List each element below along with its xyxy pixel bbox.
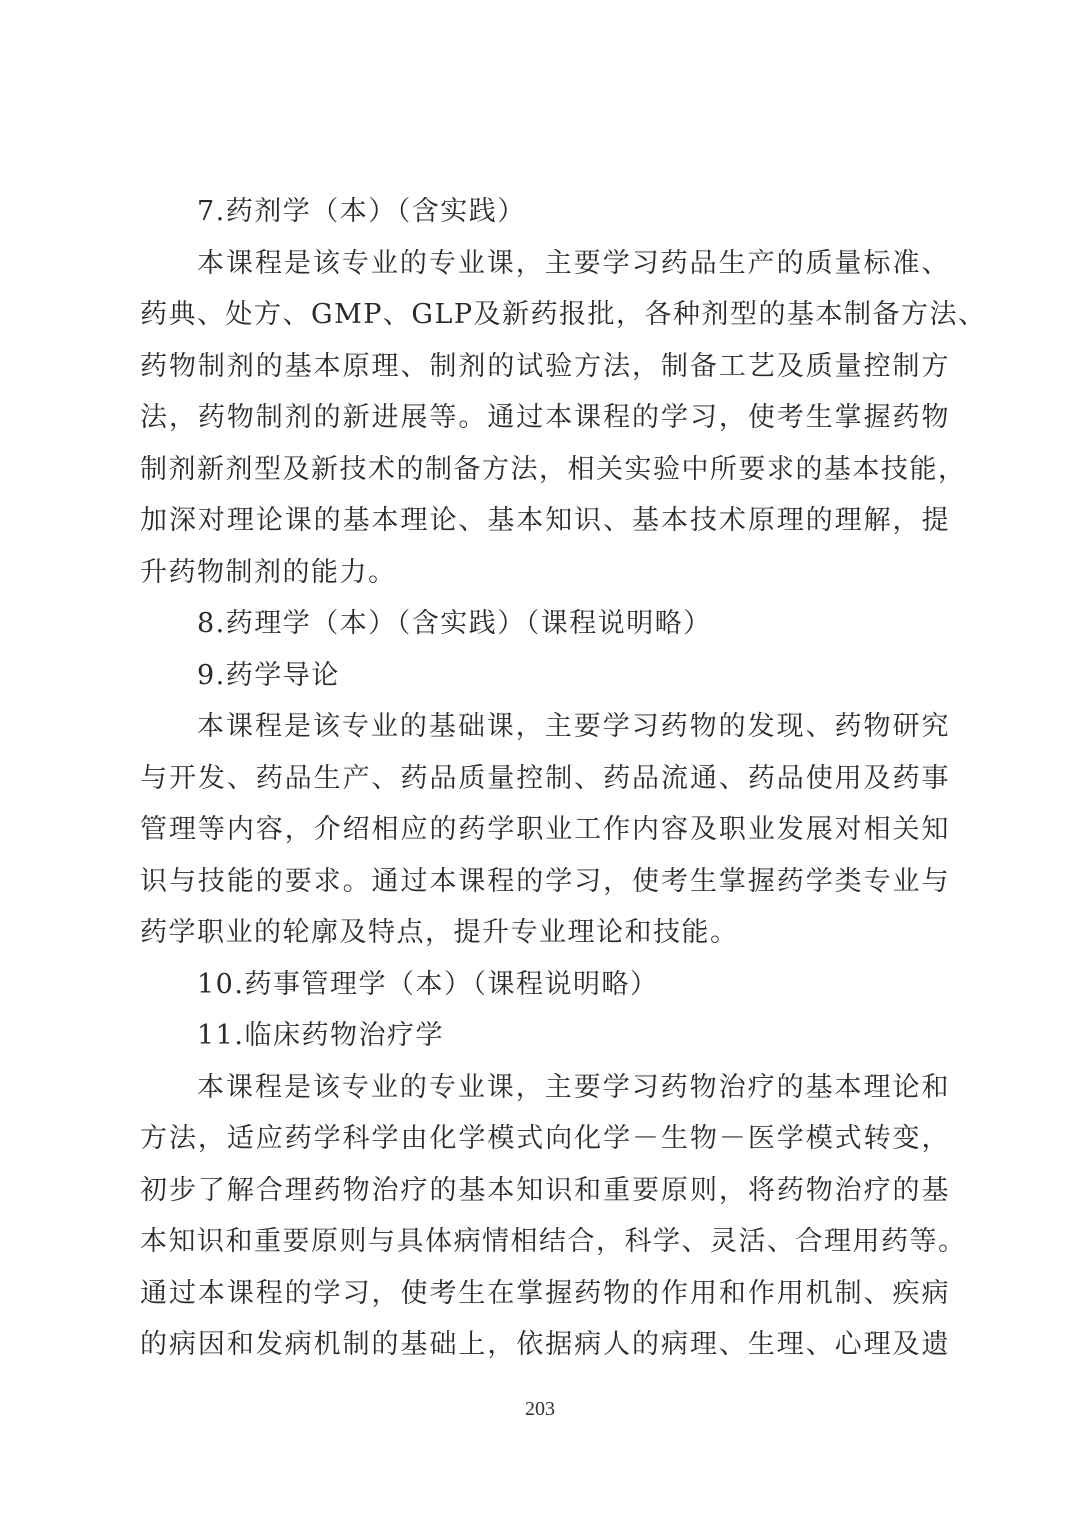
- section-heading: 11.临床药物治疗学: [197, 1020, 444, 1051]
- paragraph-line: 的病因和发病机制的基础上，依据病人的病理、生理、心理及遗: [140, 1329, 950, 1360]
- paragraph-line: 本知识和重要原则与具体病情相结合，科学、灵活、合理用药等。: [140, 1226, 967, 1257]
- section-heading: 8.药理学（本）（含实践）（课程说明略）: [197, 608, 712, 639]
- paragraph-line: 管理等内容，介绍相应的药学职业工作内容及职业发展对相关知: [140, 814, 950, 845]
- paragraph-line: 与开发、药品生产、药品质量控制、药品流通、药品使用及药事: [140, 762, 950, 794]
- page-number: 203: [525, 1398, 555, 1420]
- paragraph-line: 药典、处方、GMP、GLP及新药报批，各种剂型的基本制备方法、: [140, 299, 987, 330]
- paragraph-line: 本课程是该专业的专业课，主要学习药品生产的质量标准、: [197, 247, 950, 279]
- paragraph-line: 升药物制剂的能力。: [140, 556, 397, 588]
- paragraph-line: 药物制剂的基本原理、制剂的试验方法，制备工艺及质量控制方: [140, 350, 950, 382]
- paragraph-line: 本课程是该专业的基础课，主要学习药物的发现、药物研究: [197, 711, 950, 742]
- paragraph-line: 法，药物制剂的新进展等。通过本课程的学习，使考生掌握药物: [140, 402, 950, 433]
- paragraph-line: 药学职业的轮廓及特点，提升专业理论和技能。: [140, 917, 739, 948]
- paragraph-line: 制剂新剂型及新技术的制备方法，相关实验中所要求的基本技能，: [140, 453, 967, 485]
- paragraph-line: 初步了解合理药物治疗的基本知识和重要原则，将药物治疗的基: [140, 1174, 950, 1206]
- paragraph-line: 方法，适应药学科学由化学模式向化学－生物－医学模式转变，: [140, 1123, 950, 1154]
- paragraph-line: 识与技能的要求。通过本课程的学习，使考生掌握药学类专业与: [140, 865, 950, 897]
- section-heading: 9.药学导论: [197, 659, 340, 691]
- paragraph-line: 加深对理论课的基本理论、基本知识、基本技术原理的理解，提: [140, 505, 950, 536]
- paragraph-line: 通过本课程的学习，使考生在掌握药物的作用和作用机制、疾病: [140, 1277, 950, 1309]
- paragraph-line: 本课程是该专业的专业课，主要学习药物治疗的基本理论和: [197, 1071, 950, 1103]
- page-body: [140, 186, 987, 1371]
- section-heading: 7.药剂学（本）（含实践）: [197, 196, 526, 227]
- section-heading: 10.药事管理学（本）（课程说明略）: [197, 968, 659, 1000]
